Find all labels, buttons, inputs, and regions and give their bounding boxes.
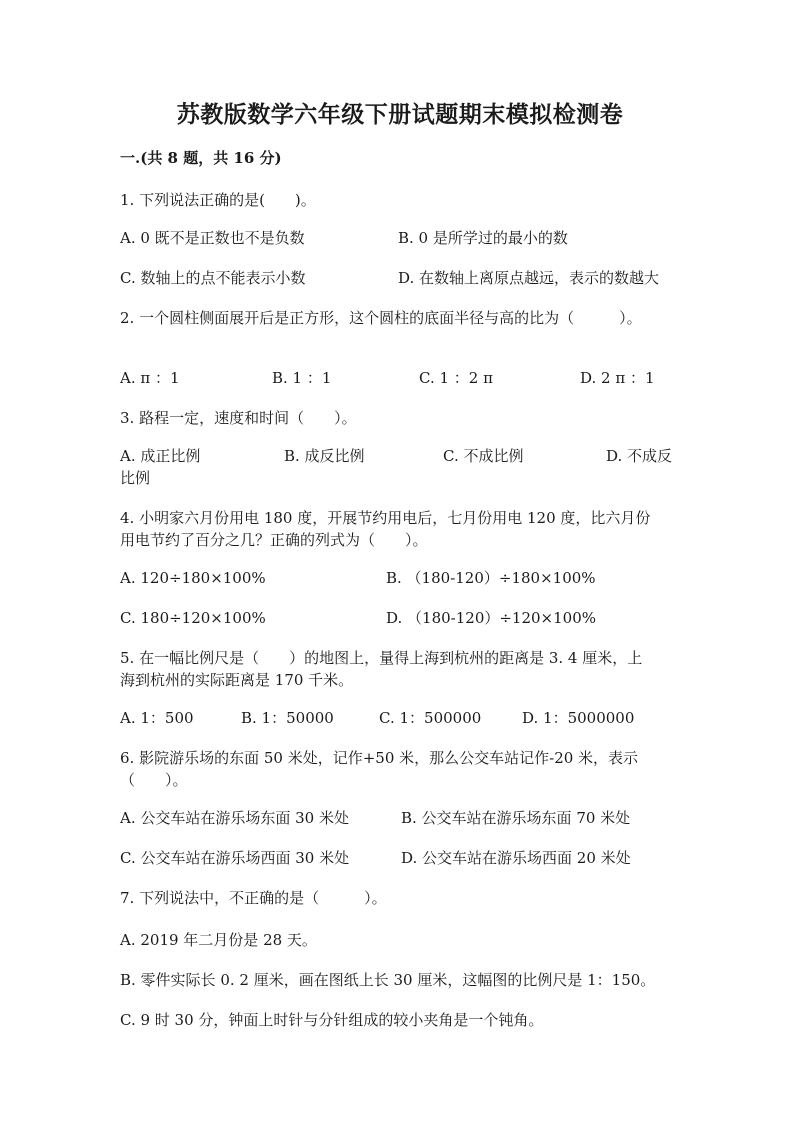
question-5-option-b: B. 1：50000 — [241, 709, 334, 727]
question-7-option-b: B. 零件实际长 0. 2 厘米，画在图纸上长 30 厘米，这幅图的比例尺是 1：150。 — [120, 971, 656, 989]
question-3-option-a: A. 成正比例 — [120, 447, 201, 465]
question-2-option-d: D. 2 π ：1 — [580, 369, 655, 387]
question-4-option-a: A. 120÷180×100% — [120, 569, 266, 587]
question-5-option-a: A. 1：500 — [120, 709, 194, 727]
question-3-stem: 3. 路程一定，速度和时间（ ）。 — [120, 409, 357, 427]
question-4-option-b: B. （180-120）÷180×100% — [386, 569, 596, 587]
question-5-stem-line-2: 海到杭州的实际距离是 170 千米。 — [120, 671, 354, 689]
question-6-option-b: B. 公交车站在游乐场东面 70 米处 — [401, 809, 631, 827]
question-3-option-d: D. 不成反 — [606, 447, 673, 465]
question-1-option-b: B. 0 是所学过的最小的数 — [398, 229, 568, 247]
question-4-option-c: C. 180÷120×100% — [120, 609, 266, 627]
question-6-option-a: A. 公交车站在游乐场东面 30 米处 — [120, 809, 349, 827]
question-4-stem-line-2: 用电节约了百分之几？正确的列式为（ ）。 — [120, 531, 428, 549]
question-6-stem-line-1: 6. 影院游乐场的东面 50 米处，记作+50 米，那么公交车站记作-20 米，表示 — [120, 749, 639, 767]
question-2-option-b: B. 1 ：1 — [272, 369, 332, 387]
question-4-option-d: D. （180-120）÷120×100% — [386, 609, 597, 627]
question-6-option-c: C. 公交车站在游乐场西面 30 米处 — [120, 849, 350, 867]
question-2-option-a: A. π ：1 — [120, 369, 180, 387]
question-1-option-c: C. 数轴上的点不能表示小数 — [120, 269, 306, 287]
question-7-option-c: C. 9 时 30 分，钟面上时针与分针组成的较小夹角是一个钝角。 — [120, 1011, 544, 1029]
question-1-option-d: D. 在数轴上离原点越远，表示的数越大 — [398, 269, 660, 287]
question-2-stem: 2. 一个圆柱侧面展开后是正方形，这个圆柱的底面半径与高的比为（ ）。 — [120, 309, 642, 327]
question-6-option-d: D. 公交车站在游乐场西面 20 米处 — [401, 849, 631, 867]
question-7-option-a: A. 2019 年二月份是 28 天。 — [120, 931, 317, 949]
question-7-stem: 7. 下列说法中，不正确的是（ ）。 — [120, 889, 387, 907]
section-heading: 一.(共 8 题，共 16 分) — [120, 149, 282, 167]
question-1-stem: 1. 下列说法正确的是( )。 — [120, 191, 316, 209]
question-3-option-c: C. 不成比例 — [443, 447, 524, 465]
question-2-option-c: C. 1 ：2 π — [419, 369, 493, 387]
question-3-option-b: B. 成反比例 — [284, 447, 365, 465]
question-5-stem-line-1: 5. 在一幅比例尺是（ ）的地图上，量得上海到杭州的距离是 3. 4 厘米，上 — [120, 649, 643, 667]
question-3-option-d-continued: 比例 — [120, 469, 151, 487]
question-5-option-d: D. 1：5000000 — [522, 709, 635, 727]
question-4-stem-line-1: 4. 小明家六月份用电 180 度，开展节约用电后，七月份用电 120 度，比六月份 — [120, 509, 651, 527]
question-6-stem-line-2: （ ）。 — [120, 771, 188, 789]
page-title: 苏教版数学六年级下册试题期末模拟检测卷 — [176, 101, 624, 128]
question-1-option-a: A. 0 既不是正数也不是负数 — [120, 229, 305, 247]
question-5-option-c: C. 1：500000 — [379, 709, 482, 727]
